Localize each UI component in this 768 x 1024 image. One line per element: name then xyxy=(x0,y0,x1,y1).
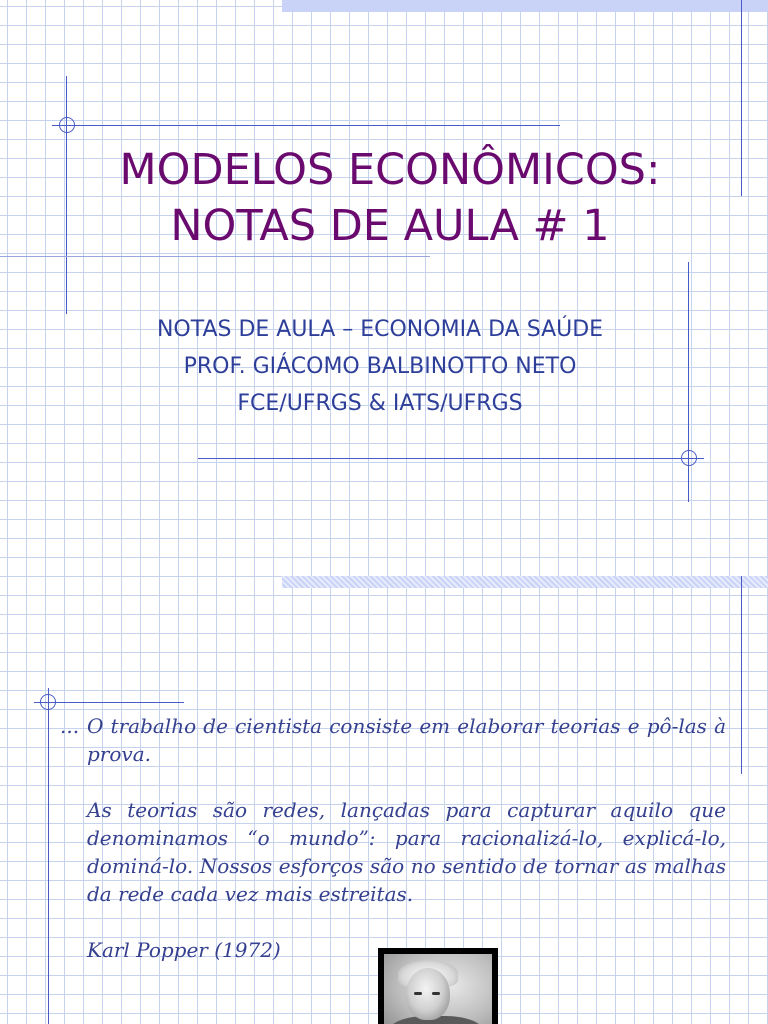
slide-title xyxy=(60,142,720,254)
top-band xyxy=(282,576,768,588)
corner-ring-icon xyxy=(681,450,697,466)
slide-subtitle xyxy=(80,311,680,422)
quote-author: Karl Popper (1972) xyxy=(87,938,281,962)
decor-hline xyxy=(52,125,560,126)
title-line-2: NOTAS DE AULA # 1 xyxy=(170,201,610,251)
decor-hline xyxy=(34,702,184,703)
decor-hline xyxy=(0,256,430,257)
quote-ellipsis: ... xyxy=(60,714,80,738)
decor-vline xyxy=(688,262,689,502)
decor-vline xyxy=(741,0,742,196)
subtitle-course: NOTAS DE AULA – ECONOMIA DA SAÚDE xyxy=(156,317,604,342)
corner-ring-icon xyxy=(40,694,56,710)
quote-paragraph-1: O trabalho de cientista consiste em elaborar teorias e pô-las à prova. xyxy=(87,714,726,766)
corner-ring-icon xyxy=(59,117,75,133)
decor-hline xyxy=(198,458,704,459)
quote-paragraph-2: As teorias são redes, lançadas para capturar aquilo que denominamos “o mundo”: para racionalizá-lo, explicá-lo, dominá-lo. Nossos esforços são no sentido de tornar as malhas da rede cada vez mais estreitas. xyxy=(87,798,726,906)
top-band xyxy=(282,0,768,12)
title-line-1: MODELOS ECONÔMICOS: xyxy=(119,145,661,195)
subtitle-institution: FCE/UFRGS & IATS/UFRGS xyxy=(237,391,523,416)
quote-slide xyxy=(0,576,768,1024)
decor-vline xyxy=(741,576,742,774)
subtitle-professor: PROF. GIÁCOMO BALBINOTTO NETO xyxy=(183,354,577,379)
decor-vline xyxy=(48,688,49,1024)
popper-quote xyxy=(60,712,726,964)
author-photo xyxy=(378,948,498,1024)
